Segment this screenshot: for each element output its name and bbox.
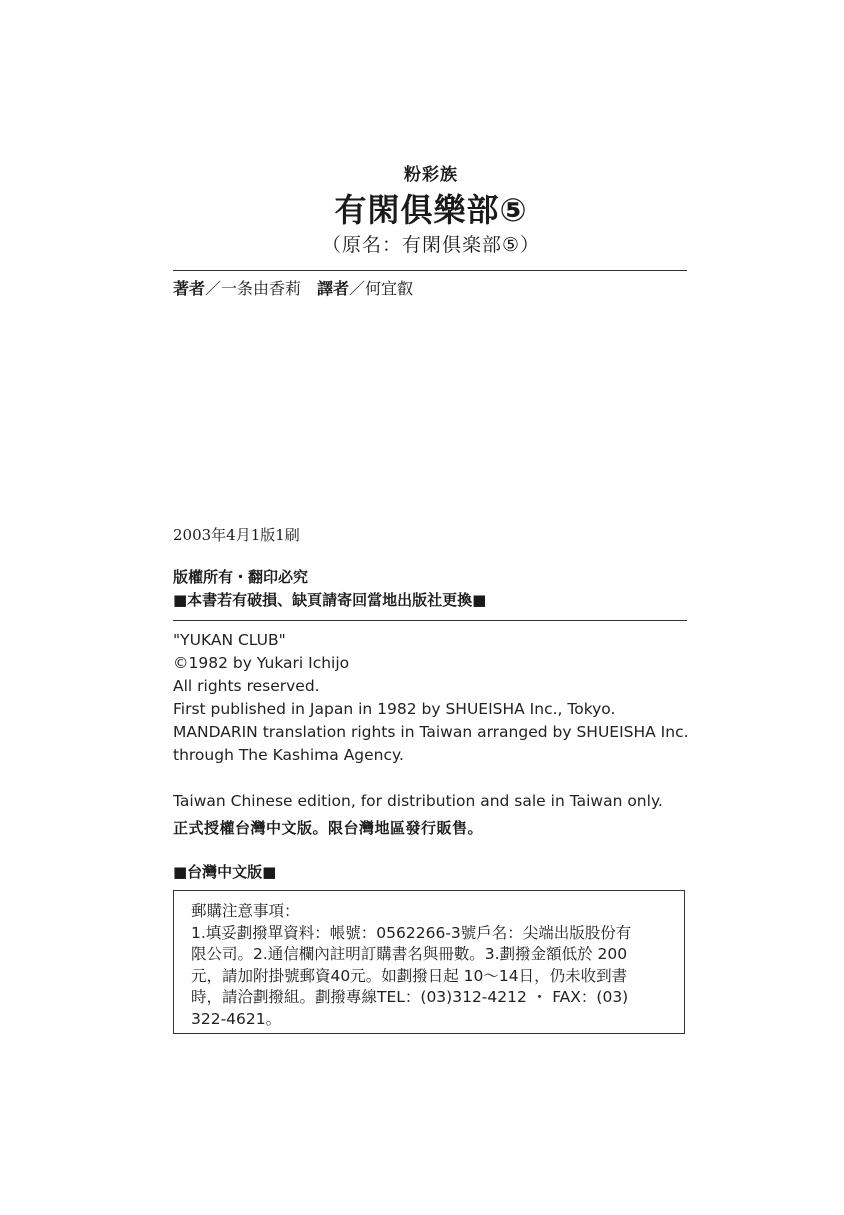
- rights-line-2: ■本書若有破損、缺頁請寄回當地出版社更換■: [173, 591, 487, 609]
- notice-line: 322-4621。: [191, 1009, 282, 1028]
- copyright-line: MANDARIN translation rights in Taiwan arranged by SHUEISHA Inc.: [173, 723, 689, 741]
- translator-name: ／何宜叡: [349, 279, 414, 298]
- print-date: 2003年4月1版1刷: [173, 526, 300, 544]
- copyright-line: First published in Japan in 1982 by SHUEISHA Inc., Tokyo.: [173, 700, 616, 718]
- copyright-line: All rights reserved.: [173, 677, 320, 695]
- rights-line-1: 版權所有・翻印必究: [173, 568, 309, 586]
- english-copyright: [173, 629, 689, 767]
- taiwan-edition-english: Taiwan Chinese edition, for distribution and sale in Taiwan only.: [173, 792, 663, 810]
- notice-line: 郵購注意事項：: [191, 902, 300, 920]
- copyright-line: ©1982 by Yukari Ichijo: [173, 654, 350, 672]
- author-name: ／一条由香莉: [205, 279, 302, 298]
- series-name: 粉彩族: [404, 165, 458, 185]
- notice-line: 元，請加附掛號郵資40元。如劃撥日起 10～14日，仍未收到書: [191, 966, 628, 985]
- credits-line: [173, 276, 689, 299]
- rights-notice: [173, 566, 689, 612]
- book-title: 有閑俱樂部⑤: [334, 191, 528, 229]
- copyright-line: through The Kashima Agency.: [173, 746, 404, 764]
- translator-label: 譯者: [317, 279, 350, 298]
- mail-order-notice-box: [173, 890, 685, 1034]
- copyright-line: "YUKAN CLUB": [173, 631, 286, 649]
- notice-line: 1.填妥劃撥單資料：帳號：0562266-3號戶名：尖端出版股份有: [191, 923, 632, 942]
- edition-label: ■台灣中文版■: [173, 863, 277, 881]
- original-title: （原名：有閑俱楽部⑤）: [321, 234, 541, 256]
- divider-top: [173, 270, 687, 271]
- taiwan-edition-chinese: 正式授權台灣中文版。限台灣地區發行販售。: [173, 819, 484, 837]
- notice-line: 時，請洽劃撥組。劃撥專線TEL：(03)312-4212 ・ FAX：(03): [191, 988, 629, 1006]
- divider-middle: [173, 620, 687, 621]
- notice-line: 限公司。2.通信欄內註明訂購書名與冊數。3.劃撥金額低於 200: [191, 945, 628, 963]
- mail-order-notice: [191, 901, 669, 1030]
- author-label: 著者: [173, 279, 206, 298]
